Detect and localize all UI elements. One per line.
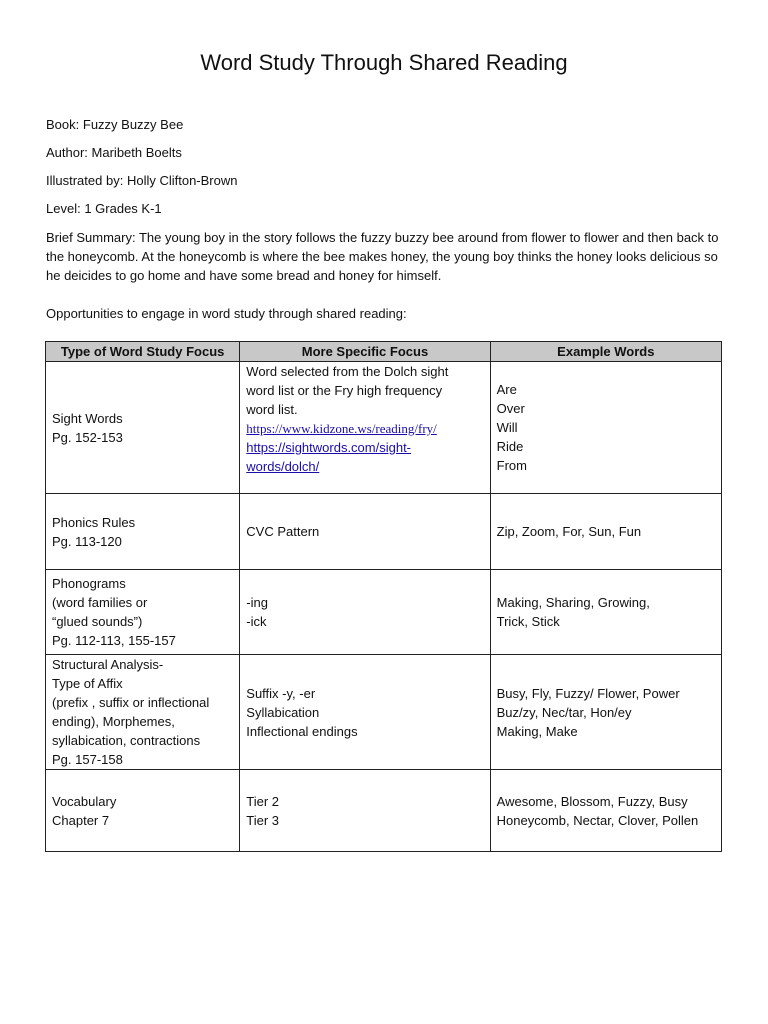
- example-line: Zip, Zoom, For, Sun, Fun: [496, 524, 642, 539]
- summary-label: Brief Summary:: [46, 230, 136, 245]
- type-cell: [46, 362, 240, 494]
- word-study-table: [45, 341, 722, 852]
- type-line: Type of Affix: [52, 676, 123, 691]
- examples-cell: [490, 494, 721, 570]
- header-type: Type of Word Study Focus: [46, 342, 240, 362]
- page-title: Word Study Through Shared Reading: [200, 50, 568, 75]
- type-line: Phonics Rules: [52, 514, 136, 530]
- example-line: Making, Sharing, Growing,: [496, 595, 650, 610]
- type-line: “glued sounds”): [52, 614, 143, 629]
- type-line: (prefix , suffix or inflectional: [52, 695, 210, 710]
- level-label: Level:: [46, 201, 81, 216]
- table-header-row: [46, 342, 722, 362]
- header-examples: Example Words: [490, 342, 721, 362]
- level-line: [46, 199, 726, 218]
- type-line: Pg. 113-120: [52, 533, 122, 549]
- table-row: [46, 570, 722, 655]
- example-line: Trick, Stick: [496, 614, 560, 629]
- author-line: [46, 143, 726, 162]
- type-line: Chapter 7: [52, 812, 110, 828]
- example-line: Awesome, Blossom, Fuzzy, Busy: [496, 793, 688, 809]
- examples-cell: [490, 570, 721, 655]
- focus-line: Tier 2: [246, 793, 280, 809]
- focus-line: -ick: [246, 614, 267, 629]
- table-row: [46, 362, 722, 494]
- table-row: [46, 655, 722, 770]
- summary-text: The young boy in the story follows the fuzzy buzzy bee around from flower to flower and then back to the honeycomb. At the honeycomb is where the bee makes honey, the young boy thinks the honey looks delicious so he deicides to go home and have some bread and honey for himself.: [46, 230, 719, 283]
- type-cell: [46, 770, 240, 852]
- illustrator-label: Illustrated by:: [46, 173, 124, 188]
- focus-cell: [240, 655, 490, 770]
- type-line: Phonograms: [52, 576, 126, 591]
- example-line: Honeycomb, Nectar, Clover, Pollen: [496, 812, 699, 828]
- summary-paragraph: [46, 228, 726, 285]
- focus-line: CVC Pattern: [246, 524, 320, 539]
- example-line: From: [496, 458, 527, 473]
- illustrator-line: [46, 171, 726, 190]
- link-line: words/dolch/: [246, 459, 320, 474]
- focus-line: -ing: [246, 595, 268, 610]
- book-value: Fuzzy Buzzy Bee: [82, 117, 184, 132]
- header-focus: More Specific Focus: [240, 342, 490, 362]
- opportunities-heading: Opportunities to engage in word study through shared reading:: [46, 306, 407, 321]
- example-line: Will: [496, 420, 518, 435]
- example-line: Over: [496, 401, 525, 416]
- link-line: https://sightwords.com/sight-: [246, 440, 412, 455]
- level-value: 1 Grades K-1: [84, 201, 162, 216]
- book-line: [46, 115, 726, 134]
- type-line: Structural Analysis-: [52, 657, 164, 672]
- kidzone-fry-link[interactable]: https://www.kidzone.ws/reading/fry/: [246, 421, 437, 436]
- focus-cell: [240, 570, 490, 655]
- table-row: [46, 770, 722, 852]
- illustrator-value: Holly Clifton-Brown: [126, 173, 238, 188]
- focus-cell: [240, 494, 490, 570]
- sightwords-dolch-link[interactable]: [246, 438, 489, 476]
- table-row: [46, 494, 722, 570]
- type-line: Sight Words: [52, 410, 123, 426]
- type-line: Vocabulary: [52, 793, 117, 809]
- type-line: (word families or: [52, 595, 148, 610]
- focus-line: Tier 3: [246, 812, 280, 828]
- type-cell: [46, 655, 240, 770]
- focus-line: word list.: [246, 402, 298, 417]
- focus-cell: [240, 770, 490, 852]
- example-line: Buz/zy, Nec/tar, Hon/ey: [496, 704, 632, 720]
- type-line: Pg. 152-153: [52, 429, 123, 445]
- book-label: Book:: [46, 117, 80, 132]
- example-line: Are: [496, 382, 517, 397]
- examples-cell: [490, 655, 721, 770]
- type-line: ending), Morphemes,: [52, 714, 175, 729]
- type-line: Pg. 112-113, 155-157: [52, 633, 176, 648]
- type-cell: [46, 494, 240, 570]
- type-line: syllabication, contractions: [52, 733, 201, 748]
- author-value: Maribeth Boelts: [91, 145, 182, 160]
- examples-cell: [490, 770, 721, 852]
- focus-cell: [240, 362, 490, 494]
- focus-line: Syllabication: [246, 704, 320, 720]
- example-line: Making, Make: [496, 723, 578, 739]
- author-label: Author:: [46, 145, 88, 160]
- focus-line: word list or the Fry high frequency: [246, 383, 443, 398]
- type-cell: [46, 570, 240, 655]
- example-line: Busy, Fly, Fuzzy/ Flower, Power: [496, 685, 680, 701]
- examples-cell: [490, 362, 721, 494]
- example-line: Ride: [496, 439, 524, 454]
- focus-line: Word selected from the Dolch sight: [246, 364, 449, 379]
- focus-line: Inflectional endings: [246, 723, 358, 739]
- focus-line: Suffix -y, -er: [246, 685, 316, 701]
- type-line: Pg. 157-158: [52, 752, 123, 767]
